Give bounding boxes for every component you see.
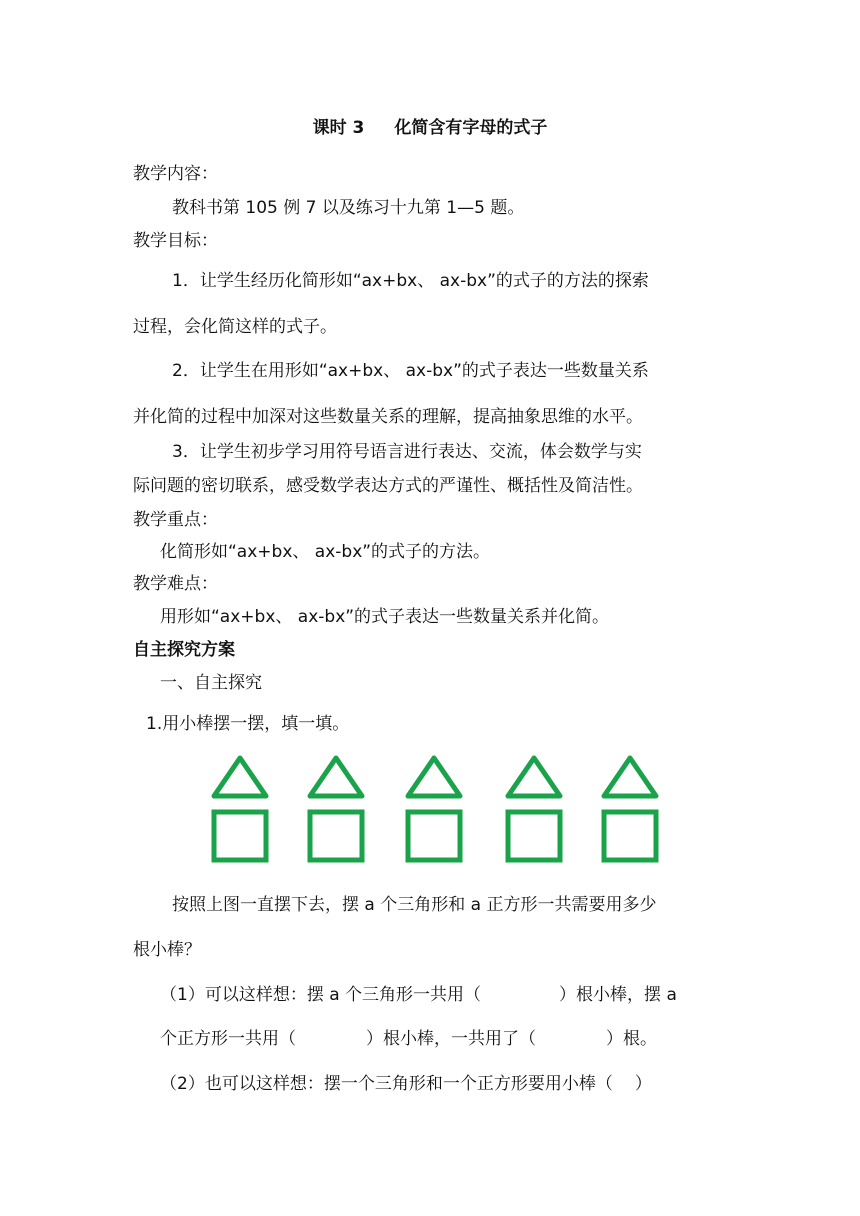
triangle-square-figure — [208, 752, 272, 870]
plan-heading: 自主探究方案 — [133, 640, 235, 660]
square-sticks — [604, 812, 656, 860]
sub-question-2-line-1: （2）也可以这样想：摆一个三角形和一个正方形要用小棒（ ） — [160, 1074, 652, 1094]
goal-1-line-1: 1．让学生经历化简形如“ax+bx、 ax-bx”的式子的方法的探索 — [172, 271, 649, 291]
sub-question-1-line-1: （1）可以这样想：摆 a 个三角形一共用（ ）根小棒，摆 a — [160, 985, 677, 1005]
triangle-square-figure — [598, 752, 662, 870]
triangle-square-figure — [402, 752, 466, 870]
square-sticks — [408, 812, 460, 860]
goal-2-line-2: 并化简的过程中加深对这些数量关系的理解，提高抽象思维的水平。 — [133, 407, 643, 427]
square-sticks — [214, 812, 266, 860]
lesson-name: 化简含有字母的式子 — [394, 118, 548, 138]
content-heading: 教学内容： — [133, 164, 218, 184]
content-text: 教科书第 105 例 7 以及练习十九第 1—5 题。 — [172, 198, 525, 218]
key-point-heading: 教学重点： — [133, 510, 218, 530]
section-self-explore: 一、自主探究 — [160, 673, 262, 693]
triangle-sticks — [508, 758, 560, 796]
exercise-1-instruction: 1.用小棒摆一摆，填一填。 — [146, 714, 350, 734]
stick-figures — [200, 752, 670, 870]
lesson-number: 课时 3 — [312, 118, 365, 138]
question-line-1: 按照上图一直摆下去，摆 a 个三角形和 a 正方形一共需要用多少 — [172, 895, 657, 915]
goal-1-line-2: 过程，会化简这样的式子。 — [133, 317, 337, 337]
goals-heading: 教学目标： — [133, 231, 218, 251]
sub-question-1-line-2: 个正方形一共用（ ）根小棒，一共用了（ ）根。 — [160, 1029, 657, 1049]
square-sticks — [508, 812, 560, 860]
difficulty-text: 用形如“ax+bx、 ax-bx”的式子表达一些数量关系并化简。 — [160, 607, 610, 627]
triangle-sticks — [408, 758, 460, 796]
triangle-sticks — [310, 758, 362, 796]
triangle-sticks — [604, 758, 656, 796]
triangle-square-figure — [502, 752, 566, 870]
triangle-sticks — [214, 758, 266, 796]
difficulty-heading: 教学难点： — [133, 574, 218, 594]
square-sticks — [310, 812, 362, 860]
key-point-text: 化简形如“ax+bx、 ax-bx”的式子的方法。 — [160, 542, 491, 562]
goal-2-line-1: 2．让学生在用形如“ax+bx、 ax-bx”的式子表达一些数量关系 — [172, 361, 649, 381]
triangle-square-figure — [304, 752, 368, 870]
page-title — [0, 117, 860, 139]
question-line-2: 根小棒？ — [133, 940, 201, 960]
goal-3-line-1: 3．让学生初步学习用符号语言进行表达、交流，体会数学与实 — [172, 442, 642, 462]
goal-3-line-2: 际问题的密切联系，感受数学表达方式的严谨性、概括性及简洁性。 — [133, 476, 643, 496]
